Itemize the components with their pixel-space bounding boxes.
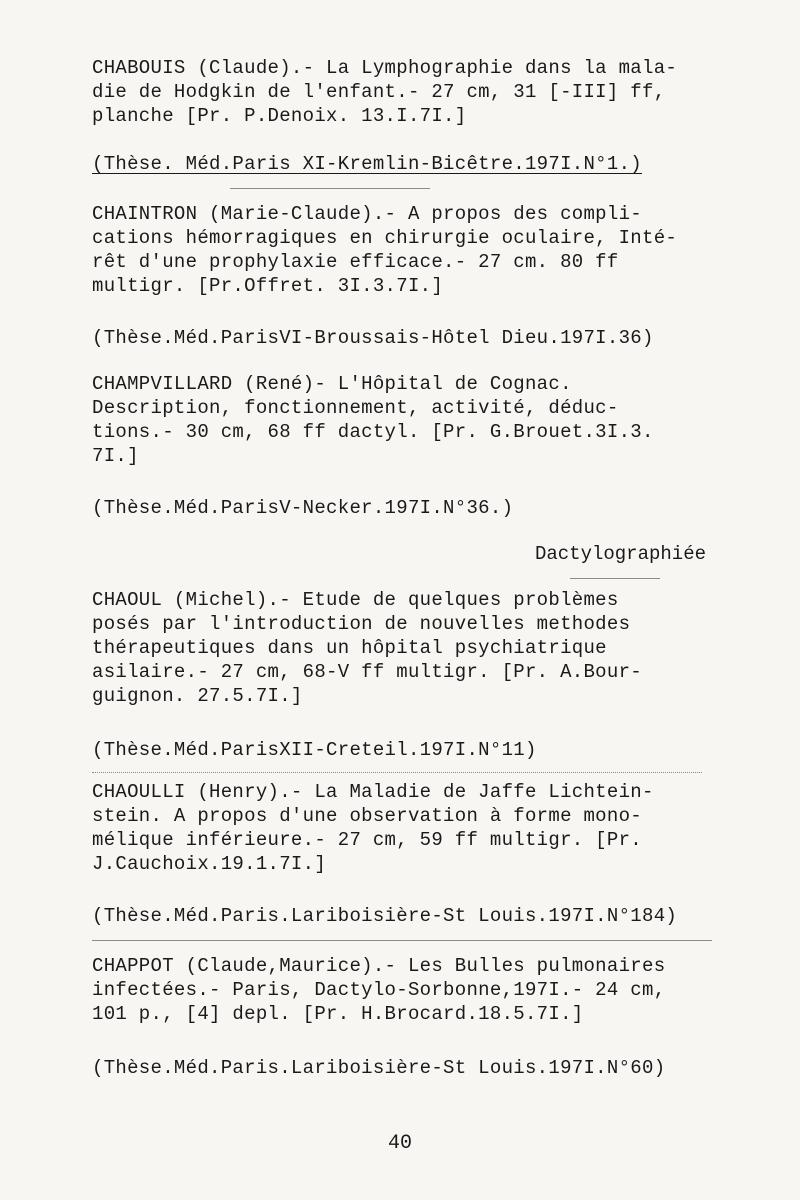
entry-line: CHABOUIS (Claude).- La Lymphographie dans la mala- bbox=[92, 57, 678, 79]
entry-line: CHAMPVILLARD (René)- L'Hôpital de Cognac. bbox=[92, 373, 572, 395]
entry-line: cations hémorragiques en chirurgie oculaire, Inté- bbox=[92, 227, 678, 249]
thesis-reference: (Thèse.Méd.Paris.Lariboisière-St Louis.197I.N°184) bbox=[92, 905, 678, 927]
bibliography-entry bbox=[92, 954, 712, 1026]
entry-line: CHAOUL (Michel).- Etude de quelques problèmes bbox=[92, 589, 619, 611]
entry-line: multigr. [Pr.Offret. 3I.3.7I.] bbox=[92, 275, 444, 297]
separator-rule bbox=[570, 578, 660, 579]
bibliography-entry bbox=[92, 202, 712, 298]
separator-rule bbox=[92, 940, 712, 941]
entry-line: planche [Pr. P.Denoix. 13.I.7I.] bbox=[92, 105, 467, 127]
thesis-reference: (Thèse.Méd.ParisV-Necker.197I.N°36.) bbox=[92, 497, 514, 519]
thesis-reference: (Thèse.Méd.ParisXII-Creteil.197I.N°11) bbox=[92, 739, 537, 761]
entry-line: Description, fonctionnement, activité, déduc- bbox=[92, 397, 619, 419]
entry-line: 7I.] bbox=[92, 445, 139, 467]
page-number: 40 bbox=[387, 1132, 412, 1155]
bibliography-entry bbox=[92, 588, 712, 708]
entry-line: posés par l'introduction de nouvelles methodes bbox=[92, 613, 631, 635]
entry-line: infectées.- Paris, Dactylo-Sorbonne,197I.- 24 cm, bbox=[92, 979, 666, 1001]
bibliography-entry bbox=[92, 780, 712, 876]
thesis-reference: (Thèse.Méd.ParisVI-Broussais-Hôtel Dieu.197I.36) bbox=[92, 327, 654, 349]
entry-line: CHAOULLI (Henry).- La Maladie de Jaffe Lichtein- bbox=[92, 781, 654, 803]
typewritten-note: Dactylographiée bbox=[534, 543, 706, 565]
entry-line: stein. A propos d'une observation à forme mono- bbox=[92, 805, 642, 827]
entry-line: CHAPPOT (Claude,Maurice).- Les Bulles pulmonaires bbox=[92, 955, 666, 977]
entry-line: die de Hodgkin de l'enfant.- 27 cm, 31 [-III] ff, bbox=[92, 81, 666, 103]
bibliography-entry bbox=[92, 372, 712, 468]
entry-line: rêt d'une prophylaxie efficace.- 27 cm. 80 ff bbox=[92, 251, 619, 273]
entry-line: guignon. 27.5.7I.] bbox=[92, 685, 303, 707]
thesis-reference: (Thèse. Méd.Paris XI-Kremlin-Bicêtre.197I.N°1.) bbox=[92, 153, 642, 175]
entry-line: CHAINTRON (Marie-Claude).- A propos des compli- bbox=[92, 203, 642, 225]
separator-rule bbox=[92, 772, 702, 773]
bibliography-entry bbox=[92, 56, 712, 128]
entry-line: mélique inférieure.- 27 cm, 59 ff multigr. [Pr. bbox=[92, 829, 642, 851]
separator-rule bbox=[230, 188, 430, 189]
entry-line: tions.- 30 cm, 68 ff dactyl. [Pr. G.Brouet.3I.3. bbox=[92, 421, 654, 443]
entry-line: thérapeutiques dans un hôpital psychiatrique bbox=[92, 637, 607, 659]
entry-line: 101 p., [4] depl. [Pr. H.Brocard.18.5.7I.] bbox=[92, 1003, 584, 1025]
entry-line: J.Cauchoix.19.1.7I.] bbox=[92, 853, 327, 875]
entry-line: asilaire.- 27 cm, 68-V ff multigr. [Pr. A.Bour- bbox=[92, 661, 642, 683]
thesis-reference: (Thèse.Méd.Paris.Lariboisière-St Louis.197I.N°60) bbox=[92, 1057, 666, 1079]
